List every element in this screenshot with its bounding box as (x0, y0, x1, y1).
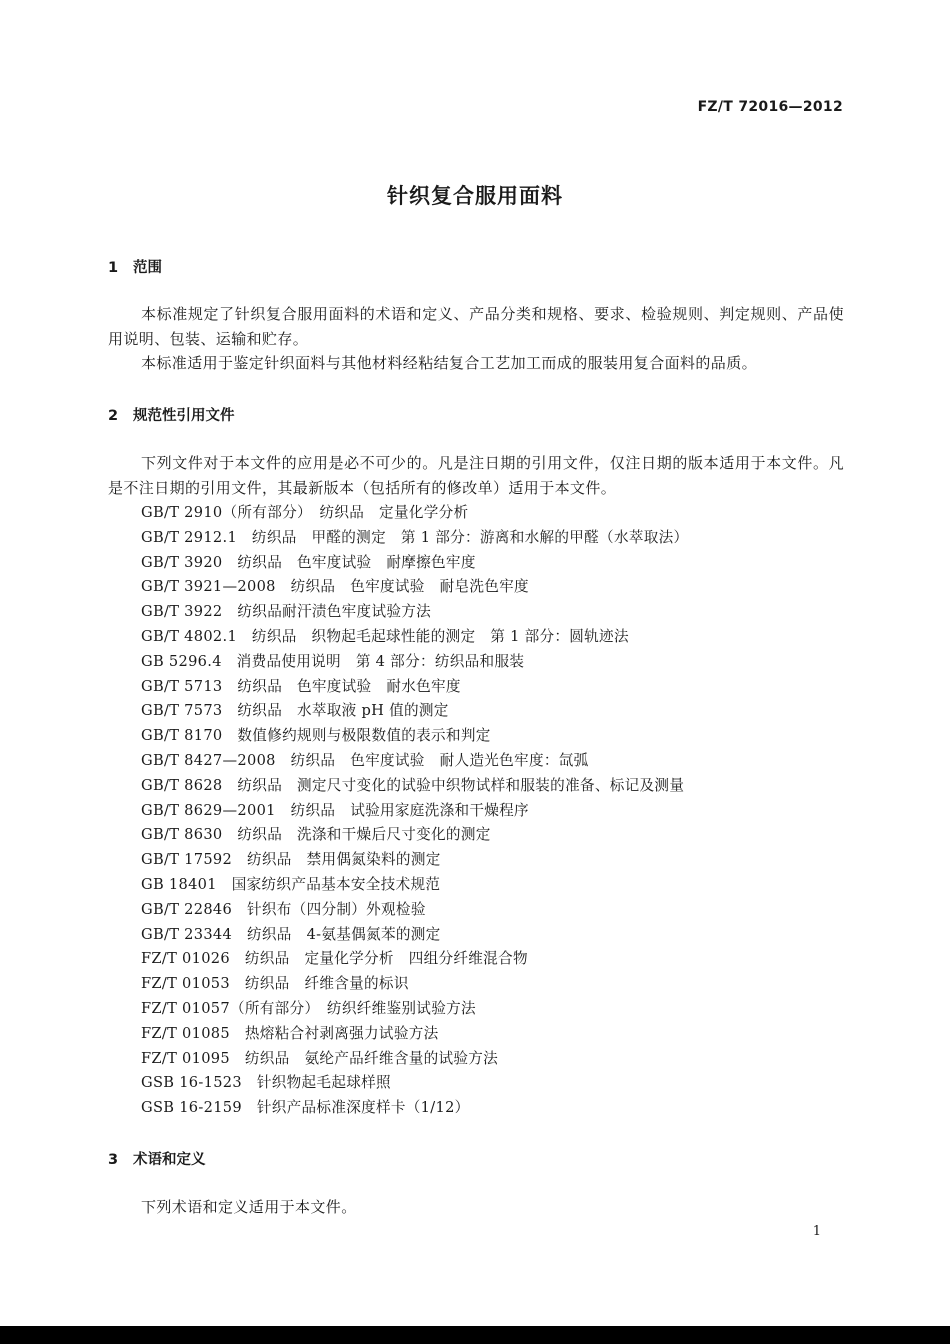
section-3-number: 3 (108, 1152, 119, 1168)
section-1-number: 1 (108, 260, 119, 276)
reference-item: GB/T 3920 纺织品 色牢度试验 耐摩擦色牢度 (141, 553, 476, 571)
standard-code: FZ/T 72016—2012 (697, 99, 843, 115)
reference-item: GSB 16-1523 针织物起毛起球样照 (141, 1074, 391, 1092)
reference-item: GB/T 2910（所有部分） 纺织品 定量化学分析 (141, 504, 469, 521)
reference-item: GB/T 8629—2001 纺织品 试验用家庭洗涤和干燥程序 (141, 801, 529, 819)
reference-item: GB/T 5713 纺织品 色牢度试验 耐水色牢度 (141, 677, 461, 695)
reference-item: GB/T 8427—2008 纺织品 色牢度试验 耐人造光色牢度：氙弧 (141, 751, 589, 769)
reference-item: GB/T 7573 纺织品 水萃取液 pH 值的测定 (141, 702, 449, 720)
reference-item: GB/T 4802.1 纺织品 织物起毛起球性能的测定 第 1 部分：圆轨迹法 (141, 627, 629, 645)
terms-intro: 下列术语和定义适用于本文件。 (141, 1198, 357, 1216)
section-2-title: 规范性引用文件 (133, 408, 235, 424)
section-3-title: 术语和定义 (133, 1152, 206, 1168)
section-1-heading (108, 256, 162, 277)
reference-item: GB 5296.4 消费品使用说明 第 4 部分：纺织品和服装 (141, 652, 525, 670)
scope-paragraph-1: 本标准规定了针织复合服用面料的术语和定义、产品分类和规格、要求、检验规则、判定规则、产品使用说明、包装、运输和贮存。 (108, 305, 844, 348)
reference-item: GSB 16-2159 针织产品标准深度样卡（1/12） (141, 1099, 470, 1117)
section-2-heading (108, 404, 235, 425)
reference-item: GB/T 23344 纺织品 4-氨基偶氮苯的测定 (141, 925, 441, 943)
reference-item: GB/T 8170 数值修约规则与极限数值的表示和判定 (141, 727, 491, 745)
reference-list (141, 501, 688, 1121)
references-intro: 下列文件对于本文件的应用是必不可少的。凡是注日期的引用文件，仅注日期的版本适用于本文件。凡是不注日期的引用文件，其最新版本（包括所有的修改单）适用于本文件。 (108, 454, 844, 497)
reference-item: FZ/T 01026 纺织品 定量化学分析 四组分纤维混合物 (141, 950, 528, 968)
reference-item: GB/T 8630 纺织品 洗涤和干燥后尺寸变化的测定 (141, 826, 491, 844)
bottom-edge-bar (0, 1326, 950, 1344)
reference-item: GB/T 22846 针织布（四分制）外观检验 (141, 900, 426, 918)
reference-item: FZ/T 01057（所有部分） 纺织纤维鉴别试验方法 (141, 999, 476, 1017)
section-2-number: 2 (108, 408, 119, 424)
reference-item: GB/T 3921—2008 纺织品 色牢度试验 耐皂洗色牢度 (141, 578, 529, 596)
section-3-heading (108, 1148, 206, 1169)
reference-item: GB/T 3922 纺织品耐汗渍色牢度试验方法 (141, 603, 432, 621)
reference-item: FZ/T 01095 纺织品 氨纶产品纤维含量的试验方法 (141, 1049, 499, 1067)
scope-paragraph-2: 本标准适用于鉴定针织面料与其他材料经粘结复合工艺加工而成的服装用复合面料的品质。 (141, 354, 758, 372)
page-number: 1 (812, 1224, 821, 1239)
reference-item: GB/T 8628 纺织品 测定尺寸变化的试验中织物试样和服装的准备、标记及测量 (141, 776, 685, 794)
reference-item: FZ/T 01053 纺织品 纤维含量的标识 (141, 975, 409, 993)
reference-item: GB/T 2912.1 纺织品 甲醛的测定 第 1 部分：游离和水解的甲醛（水萃取法） (141, 528, 689, 546)
reference-item: GB/T 17592 纺织品 禁用偶氮染料的测定 (141, 851, 441, 869)
section-1-title: 范围 (133, 260, 162, 276)
document-title: 针织复合服用面料 (387, 184, 563, 208)
reference-item: GB 18401 国家纺织产品基本安全技术规范 (141, 875, 441, 893)
reference-item: FZ/T 01085 热熔粘合衬剥离强力试验方法 (141, 1024, 439, 1042)
